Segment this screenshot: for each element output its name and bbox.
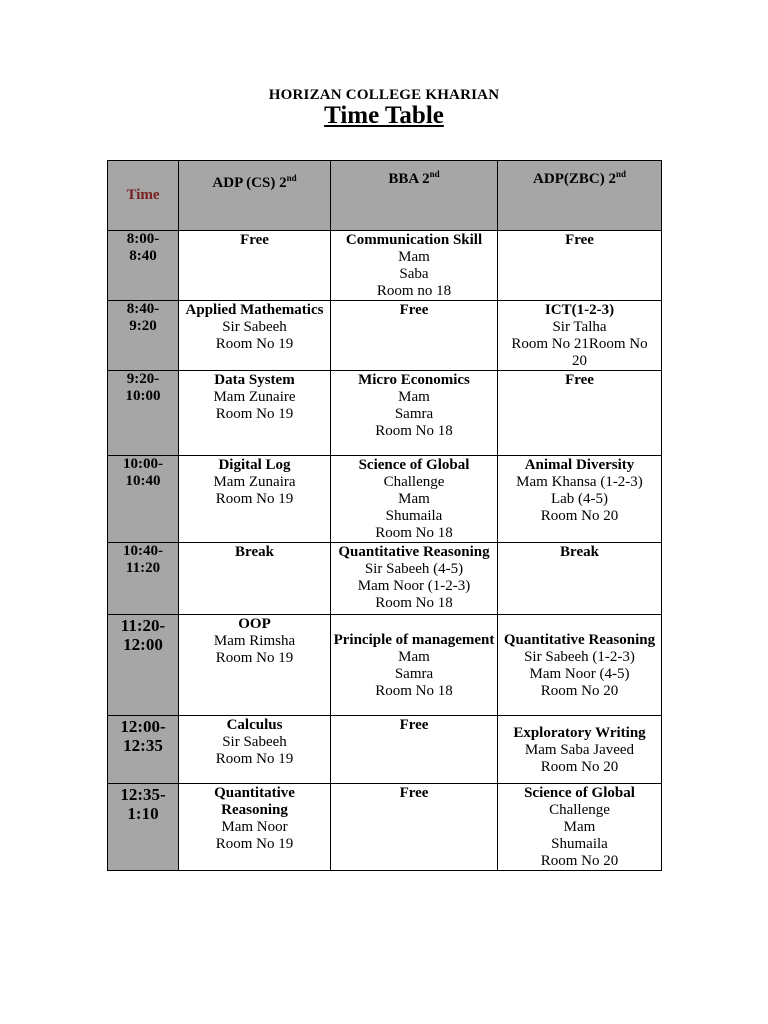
class-detail: Room No 20 xyxy=(540,853,619,869)
time-text: 8:40 xyxy=(129,248,157,264)
class-detail: Room No 18 xyxy=(375,423,453,439)
class-detail: Room No 19 xyxy=(215,836,294,852)
class-cell-bba xyxy=(331,456,498,543)
time-text: 10:00- xyxy=(123,456,163,472)
subject-name: Applied Mathematics xyxy=(185,302,324,318)
class-detail: Mam xyxy=(398,249,430,265)
class-cell-adp-cs xyxy=(179,615,331,716)
time-text: 12:35 xyxy=(123,736,163,755)
class-detail: Room No 20 xyxy=(540,682,619,699)
column-header-bba-text: BBA 2 xyxy=(388,171,430,187)
column-header-adp-cs-text: ADP (CS) 2 xyxy=(212,175,287,191)
class-detail: Mam Khansa (1-2-3) xyxy=(516,474,643,490)
subject-name: Break xyxy=(235,544,274,560)
college-name: HORIZAN COLLEGE KHARIAN xyxy=(268,87,500,103)
class-cell-adp-cs xyxy=(179,371,331,456)
time-text: 10:00 xyxy=(125,388,161,404)
class-detail: Room No 18 xyxy=(375,682,453,699)
subject-name: Break xyxy=(560,544,599,560)
class-cell-adp-zbc xyxy=(498,543,662,615)
time-text: 11:20 xyxy=(125,560,161,576)
class-detail: Mam Saba Javeed xyxy=(524,741,635,758)
table-row xyxy=(108,784,662,871)
class-detail: Room No 18 xyxy=(375,595,453,611)
subject-name: Animal Diversity xyxy=(524,457,635,473)
class-detail: Shumaila xyxy=(385,508,443,524)
subject-name: Science of Global xyxy=(358,457,470,473)
table-row xyxy=(108,301,662,371)
class-detail: 20 xyxy=(572,353,587,369)
time-cell xyxy=(108,543,179,615)
column-header-adp-cs-sup: nd xyxy=(286,173,297,183)
table-row xyxy=(108,716,662,784)
time-cell xyxy=(108,231,179,301)
class-detail: Mam xyxy=(563,819,596,835)
time-text: 12:35- xyxy=(120,785,166,804)
column-header-adp-zbc xyxy=(498,161,662,231)
time-text: 12:00 xyxy=(123,635,163,654)
subject-name: Quantitative Reasoning xyxy=(214,785,295,818)
time-cell xyxy=(108,371,179,456)
class-detail: Mam Rimsha xyxy=(213,633,296,649)
subject-name: ICT(1-2-3) xyxy=(544,302,615,318)
class-detail: Samra xyxy=(394,406,434,422)
table-row xyxy=(108,615,662,716)
class-detail: Mam Noor xyxy=(221,819,288,835)
subject-name: Exploratory Writing xyxy=(513,724,646,741)
subject-name: Free xyxy=(399,785,429,801)
class-cell-adp-zbc xyxy=(498,716,662,784)
column-header-bba-sup: nd xyxy=(429,169,440,179)
class-detail: Challenge xyxy=(549,802,610,818)
class-detail: Sir Sabeeh xyxy=(222,319,287,335)
class-detail: Room No 19 xyxy=(215,751,294,767)
class-detail: Mam xyxy=(398,648,430,665)
subject-name: Free xyxy=(565,372,594,388)
class-detail: Room No 19 xyxy=(215,491,294,507)
subject-name: Free xyxy=(399,717,429,733)
class-detail: Mam Noor (1-2-3) xyxy=(357,578,471,594)
class-detail: Room No 20 xyxy=(540,758,619,775)
class-detail: Mam xyxy=(398,491,430,507)
subject-name: Digital Log xyxy=(218,457,291,473)
time-cell xyxy=(108,301,179,371)
subject-name: Communication Skill xyxy=(345,232,483,248)
class-cell-bba xyxy=(331,371,498,456)
class-detail: Room No 19 xyxy=(215,650,294,666)
subject-name: OOP xyxy=(238,616,271,632)
class-detail: Shumaila xyxy=(551,836,608,852)
class-cell-bba xyxy=(331,716,498,784)
class-cell-bba xyxy=(331,615,498,716)
class-detail: Room No 21Room No xyxy=(511,336,648,352)
class-cell-adp-zbc xyxy=(498,456,662,543)
class-detail: Mam Noor (4-5) xyxy=(529,665,630,682)
time-text: 11:20- xyxy=(120,616,166,635)
time-cell xyxy=(108,716,179,784)
column-header-time: Time xyxy=(108,161,179,231)
class-detail: Challenge xyxy=(383,474,445,490)
class-cell-adp-zbc xyxy=(498,371,662,456)
class-cell-adp-cs xyxy=(179,784,331,871)
class-detail: Sir Sabeeh (4-5) xyxy=(364,561,464,577)
class-detail: Room No 20 xyxy=(540,508,619,524)
subject-name: Data System xyxy=(214,372,295,388)
class-cell-bba xyxy=(331,543,498,615)
timetable xyxy=(107,160,662,871)
time-cell xyxy=(108,784,179,871)
time-text: 10:40 xyxy=(125,473,161,489)
time-text: 8:00- xyxy=(126,231,160,247)
subject-name: Calculus xyxy=(226,717,283,733)
column-header-adp-zbc-sup: nd xyxy=(615,169,626,179)
class-cell-bba xyxy=(331,784,498,871)
class-detail: Room No 19 xyxy=(215,406,294,422)
column-header-bba xyxy=(331,161,498,231)
time-cell xyxy=(108,615,179,716)
subject-name: Micro Economics xyxy=(358,372,470,388)
subject-name: Free xyxy=(240,232,269,248)
time-text: 12:00- xyxy=(120,717,166,736)
class-detail: Saba xyxy=(399,266,429,282)
time-text: 9:20 xyxy=(129,318,157,334)
subject-name: Quantitative Reasoning xyxy=(338,544,490,560)
subject-name: Principle of management xyxy=(333,631,495,648)
class-cell-adp-cs xyxy=(179,301,331,371)
subject-name: Science of Global xyxy=(524,785,635,801)
class-detail: Sir Sabeeh xyxy=(222,734,287,750)
class-cell-bba xyxy=(331,231,498,301)
time-text: 9:20- xyxy=(126,371,160,387)
class-detail: Mam xyxy=(398,389,430,405)
class-detail: Mam Zunaira xyxy=(213,474,296,490)
table-row xyxy=(108,543,662,615)
time-cell xyxy=(108,456,179,543)
class-cell-bba xyxy=(331,301,498,371)
subject-name: Free xyxy=(565,232,594,248)
class-detail: Room no 18 xyxy=(376,283,452,299)
class-cell-adp-cs xyxy=(179,231,331,301)
column-header-adp-zbc-text: ADP(ZBC) 2 xyxy=(533,171,616,187)
class-detail: Mam Zunaire xyxy=(213,389,296,405)
subject-name: Free xyxy=(399,302,429,318)
class-cell-adp-cs xyxy=(179,543,331,615)
class-detail: Room No 19 xyxy=(215,336,294,352)
class-detail: Samra xyxy=(394,665,434,682)
class-cell-adp-cs xyxy=(179,456,331,543)
class-detail: Room No 18 xyxy=(375,525,453,541)
class-cell-adp-zbc xyxy=(498,231,662,301)
table-row xyxy=(108,456,662,543)
class-cell-adp-zbc xyxy=(498,615,662,716)
class-cell-adp-zbc xyxy=(498,301,662,371)
class-cell-adp-zbc xyxy=(498,784,662,871)
time-text: 10:40- xyxy=(123,543,163,559)
class-detail: Lab (4-5) xyxy=(550,491,609,507)
class-detail: Sir Sabeeh (1-2-3) xyxy=(524,648,635,665)
column-header-adp-cs xyxy=(179,161,331,231)
page-title: Time Table xyxy=(324,102,444,129)
subject-name: Quantitative Reasoning xyxy=(503,631,656,648)
time-text: 1:10 xyxy=(127,804,159,823)
class-detail: Sir Talha xyxy=(552,319,607,335)
table-row xyxy=(108,371,662,456)
class-cell-adp-cs xyxy=(179,716,331,784)
header-row xyxy=(108,161,662,231)
table-row xyxy=(108,231,662,301)
time-text: 8:40- xyxy=(126,301,160,317)
